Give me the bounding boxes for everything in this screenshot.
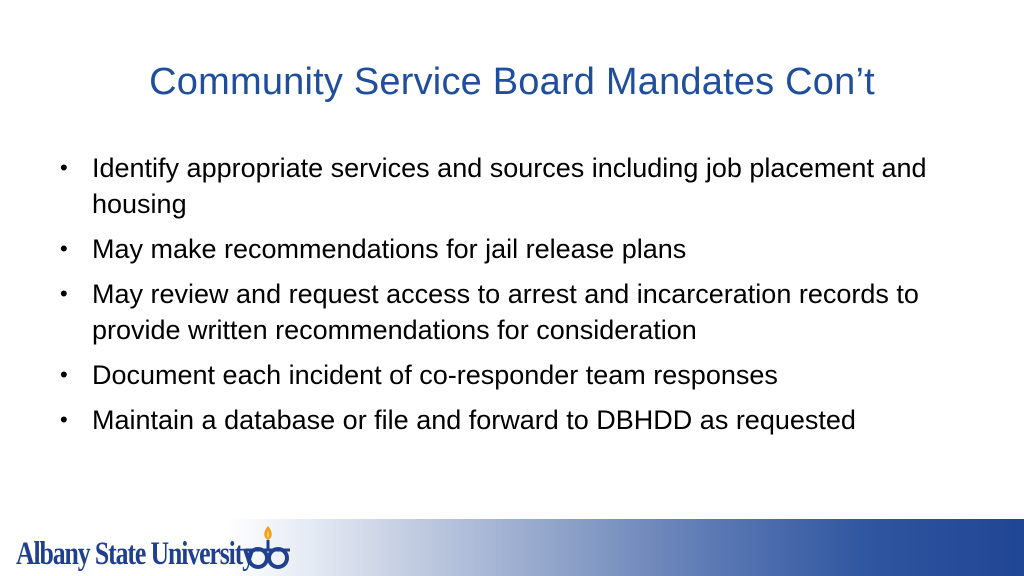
asu-seal-icon [238,524,294,572]
bullet-icon: • [60,407,68,432]
bullet-icon: • [60,236,68,261]
bullet-text: Document each incident of co-responder team responses [92,360,778,390]
slide-title: Community Service Board Mandates Con’t [149,61,875,103]
bullet-icon: • [60,155,68,180]
bullet-item [58,231,988,267]
bullet-text: Identify appropriate services and sources including job placement and housing [92,153,927,219]
bullet-item [58,357,988,393]
bullet-item [58,150,988,222]
bullet-item [58,402,988,438]
bullet-icon: • [60,362,68,387]
university-logo [16,518,321,574]
bullet-list [58,150,988,447]
bullet-text: May review and request access to arrest and incarceration records to provide written recommendations for consideration [92,279,919,345]
bullet-item [58,276,988,348]
bullet-text: Maintain a database or file and forward to DBHDD as requested [92,405,856,435]
bullet-text: May make recommendations for jail release plans [92,234,687,264]
logo-wordmark: Albany State University [16,536,255,572]
bullet-icon: • [60,281,68,306]
